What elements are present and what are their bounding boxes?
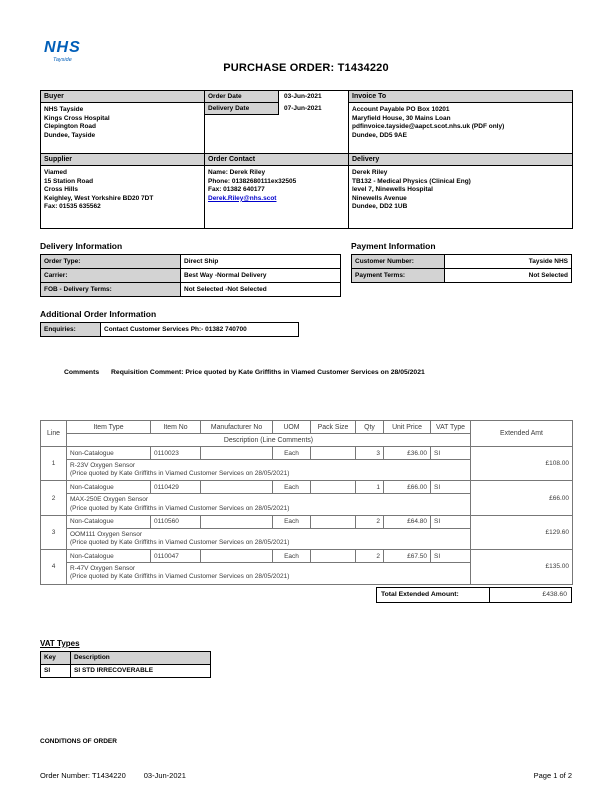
total-extended-amount-value: £438.60 xyxy=(490,587,572,602)
item-description: MAX-250E Oxygen Sensor xyxy=(70,496,149,504)
order-contact-details xyxy=(205,166,348,228)
kv-row xyxy=(41,269,341,283)
supplier-line: Cross Hills xyxy=(44,186,78,194)
item-line-number: 4 xyxy=(41,550,67,584)
kv-row xyxy=(41,255,341,269)
item-description-cell xyxy=(67,494,471,515)
kv-row xyxy=(41,283,341,297)
item-pack-size xyxy=(311,447,356,460)
vat-types-block xyxy=(40,639,572,678)
col-header-vat-type: VAT Type xyxy=(431,421,471,434)
col-header-description: Description (Line Comments) xyxy=(67,434,471,447)
line-items-table xyxy=(40,420,573,585)
conditions-of-order-label: CONDITIONS OF ORDER xyxy=(40,738,117,745)
vat-key-header: Key xyxy=(41,651,71,664)
delivery-line: Ninewells Avenue xyxy=(352,194,407,202)
item-uom: Each xyxy=(273,447,311,460)
vat-types-table xyxy=(40,651,211,678)
invoice-to-line: Account Payable PO Box 10201 xyxy=(352,106,450,113)
item-type: Non-Catalogue xyxy=(67,550,151,563)
additional-order-information-table xyxy=(40,322,299,337)
invoice-to-line: Dundee, DD5 9AE xyxy=(352,131,407,139)
item-manufacturer-no xyxy=(201,447,273,460)
item-row-3 xyxy=(41,515,573,528)
item-unit-price: £36.00 xyxy=(384,447,431,460)
payment-terms-label: Payment Terms: xyxy=(352,269,445,283)
footer-left xyxy=(40,771,186,780)
item-unit-price: £66.00 xyxy=(384,481,431,494)
order-date-label: Order Date xyxy=(205,91,279,103)
item-qty: 3 xyxy=(356,447,384,460)
supplier-cell xyxy=(41,154,205,229)
delivery-header: Delivery xyxy=(349,154,572,166)
item-pack-size xyxy=(311,481,356,494)
order-header-table xyxy=(40,90,573,229)
nhs-logo-region: Tayside xyxy=(53,57,72,63)
item-line-number: 3 xyxy=(41,515,67,549)
page-title: PURCHASE ORDER: T1434220 xyxy=(223,62,389,74)
order-date-row xyxy=(205,91,348,103)
item-description-cell xyxy=(67,528,471,549)
item-row-4 xyxy=(41,550,573,563)
item-line-number: 1 xyxy=(41,447,67,481)
delivery-address xyxy=(349,166,572,228)
dates-cell xyxy=(205,91,349,154)
delivery-date-row xyxy=(205,103,348,115)
item-line-number: 2 xyxy=(41,481,67,515)
item-vat-type: SI xyxy=(431,447,471,460)
col-header-unit-price: Unit Price xyxy=(384,421,431,434)
invoice-to-line: pdfinvoice.tayside@aapct.scot.nhs.uk (PDF only) xyxy=(352,123,505,131)
items-header-row xyxy=(41,421,573,434)
invoice-to-address xyxy=(349,103,572,153)
delivery-date-value: 07-Jun-2021 xyxy=(284,105,322,112)
kv-row xyxy=(41,323,299,337)
vat-description-header: Description xyxy=(71,651,211,664)
item-no: 0110560 xyxy=(151,515,201,528)
order-type-value: Direct Ship xyxy=(181,255,341,269)
item-qty: 1 xyxy=(356,481,384,494)
comments-label: Comments xyxy=(64,369,100,376)
buyer-cell xyxy=(41,91,205,154)
order-date-value: 03-Jun-2021 xyxy=(284,93,322,100)
payment-information-block xyxy=(351,229,572,283)
item-uom: Each xyxy=(273,515,311,528)
col-header-line: Line xyxy=(41,421,67,447)
item-extended-amt: £129.60 xyxy=(471,515,573,549)
order-type-label: Order Type: xyxy=(41,255,181,269)
nhs-logo xyxy=(44,40,81,63)
item-comment: (Price quoted by Kate Griffiths in Viamed Customer Services on 28/05/2021) xyxy=(70,504,290,512)
item-description-cell xyxy=(67,460,471,481)
supplier-line: 15 Station Road xyxy=(44,177,94,185)
item-type: Non-Catalogue xyxy=(67,515,151,528)
page-footer xyxy=(40,771,572,780)
delivery-information-block xyxy=(40,229,341,297)
kv-row xyxy=(352,269,572,283)
delivery-line: Dundee, DD2 1UB xyxy=(352,203,408,211)
order-contact-header: Order Contact xyxy=(205,154,348,166)
total-row xyxy=(377,587,572,602)
buyer-header: Buyer xyxy=(41,91,204,103)
delivery-information-heading: Delivery Information xyxy=(40,241,123,251)
item-comment: (Price quoted by Kate Griffiths in Viamed Customer Services on 28/05/2021) xyxy=(70,539,290,547)
supplier-contact-delivery-row xyxy=(41,154,573,229)
delivery-line: Derek Riley xyxy=(352,169,388,176)
col-header-item-no: Item No xyxy=(151,421,201,434)
delivery-payment-section xyxy=(40,229,572,297)
item-row-1 xyxy=(41,447,573,460)
supplier-line: Keighley, West Yorkshire BD20 7DT xyxy=(44,194,154,202)
order-contact-cell xyxy=(205,154,349,229)
col-header-extended-amt: Extended Amt xyxy=(471,421,573,447)
item-unit-price: £67.50 xyxy=(384,550,431,563)
item-extended-amt: £66.00 xyxy=(471,481,573,515)
item-manufacturer-no xyxy=(201,550,273,563)
enquiries-label: Enquiries: xyxy=(41,323,101,337)
item-no: 0110047 xyxy=(151,550,201,563)
enquiries-value: Contact Customer Services Ph:- 01382 740700 xyxy=(101,323,299,337)
order-contact-phone: Phone: 01382680111ex32505 xyxy=(208,177,297,185)
fob-delivery-terms-value: Not Selected -Not Selected xyxy=(181,283,341,297)
invoice-to-line: Maryfield House, 30 Mains Loan xyxy=(352,114,451,122)
delivery-cell xyxy=(349,154,573,229)
carrier-value: Best Way -Normal Delivery xyxy=(181,269,341,283)
invoice-to-header: Invoice To xyxy=(349,91,572,103)
payment-information-heading: Payment Information xyxy=(351,241,436,251)
order-contact-email-link[interactable]: Derek.Riley@nhs.scot xyxy=(208,194,277,202)
customer-number-value: Tayside NHS xyxy=(445,255,572,269)
col-header-item-type: Item Type xyxy=(67,421,151,434)
vat-description-value: SI STD IRRECOVERABLE xyxy=(71,664,211,677)
item-no: 0110429 xyxy=(151,481,201,494)
item-vat-type: SI xyxy=(431,515,471,528)
col-header-uom: UOM xyxy=(273,421,311,434)
payment-terms-value: Not Selected xyxy=(445,269,572,283)
payment-information-table xyxy=(351,254,572,283)
delivery-information-table xyxy=(40,254,341,297)
customer-number-label: Customer Number: xyxy=(352,255,445,269)
item-vat-type: SI xyxy=(431,481,471,494)
item-qty: 2 xyxy=(356,550,384,563)
col-header-manufacturer-no: Manufacturer No xyxy=(201,421,273,434)
item-pack-size xyxy=(311,515,356,528)
buyer-line: Kings Cross Hospital xyxy=(44,114,110,122)
item-qty: 2 xyxy=(356,515,384,528)
item-manufacturer-no xyxy=(201,481,273,494)
item-comment: (Price quoted by Kate Griffiths in Viamed Customer Services on 28/05/2021) xyxy=(70,573,290,581)
item-uom: Each xyxy=(273,481,311,494)
supplier-line: Fax: 01535 635562 xyxy=(44,203,101,211)
buyer-dates-invoice-row xyxy=(41,91,573,154)
supplier-header: Supplier xyxy=(41,154,204,166)
item-description-cell xyxy=(67,563,471,584)
order-contact-name: Name: Derek Riley xyxy=(208,169,266,176)
supplier-address xyxy=(41,166,204,228)
carrier-label: Carrier: xyxy=(41,269,181,283)
comments-text: Requisition Comment: Price quoted by Kate Griffiths in Viamed Customer Services on 28/05/2021 xyxy=(111,369,425,376)
item-extended-amt: £135.00 xyxy=(471,550,573,584)
vat-header-row xyxy=(41,651,211,664)
item-description: OOM111 Oxygen Sensor xyxy=(70,530,143,538)
additional-order-information-block xyxy=(40,309,572,337)
item-description: R-23V Oxygen Sensor xyxy=(70,462,136,469)
delivery-line: TB132 - Medical Physics (Clinical Eng) xyxy=(352,177,471,185)
vat-row xyxy=(41,664,211,677)
col-header-pack-size: Pack Size xyxy=(311,421,356,434)
nhs-logo-text: NHS xyxy=(44,39,81,56)
supplier-line: Viamed xyxy=(44,169,68,176)
item-vat-type: SI xyxy=(431,550,471,563)
col-header-qty: Qty xyxy=(356,421,384,434)
item-unit-price: £64.80 xyxy=(384,515,431,528)
total-extended-amount-table xyxy=(376,587,572,603)
delivery-date-label: Delivery Date xyxy=(205,103,279,115)
comments-block xyxy=(40,369,572,376)
vat-key-value: SI xyxy=(41,664,71,677)
item-extended-amt: £108.00 xyxy=(471,447,573,481)
footer-order-number: Order Number: T1434220 xyxy=(40,771,126,780)
item-pack-size xyxy=(311,550,356,563)
additional-order-information-heading: Additional Order Information xyxy=(40,309,157,319)
kv-row xyxy=(352,255,572,269)
item-no: 0110023 xyxy=(151,447,201,460)
buyer-line: NHS Tayside xyxy=(44,106,84,113)
delivery-line: level 7, Ninewells Hospital xyxy=(352,186,433,194)
order-contact-fax: Fax: 01382 640177 xyxy=(208,186,265,194)
item-description: R-47V Oxygen Sensor xyxy=(70,565,136,573)
item-type: Non-Catalogue xyxy=(67,481,151,494)
vat-types-heading: VAT Types xyxy=(40,638,80,648)
buyer-line: Clepington Road xyxy=(44,123,96,131)
buyer-address xyxy=(41,103,204,153)
footer-date: 03-Jun-2021 xyxy=(143,771,186,780)
item-row-2 xyxy=(41,481,573,494)
invoice-to-cell xyxy=(349,91,573,154)
footer-page-number: Page 1 of 2 xyxy=(533,771,572,780)
buyer-line: Dundee, Tayside xyxy=(44,131,96,139)
item-comment: (Price quoted by Kate Griffiths in Viamed Customer Services on 28/05/2021) xyxy=(70,470,290,478)
fob-delivery-terms-label: FOB - Delivery Terms: xyxy=(41,283,181,297)
item-uom: Each xyxy=(273,550,311,563)
item-manufacturer-no xyxy=(201,515,273,528)
item-type: Non-Catalogue xyxy=(67,447,151,460)
total-extended-amount-label: Total Extended Amount: xyxy=(377,587,490,602)
